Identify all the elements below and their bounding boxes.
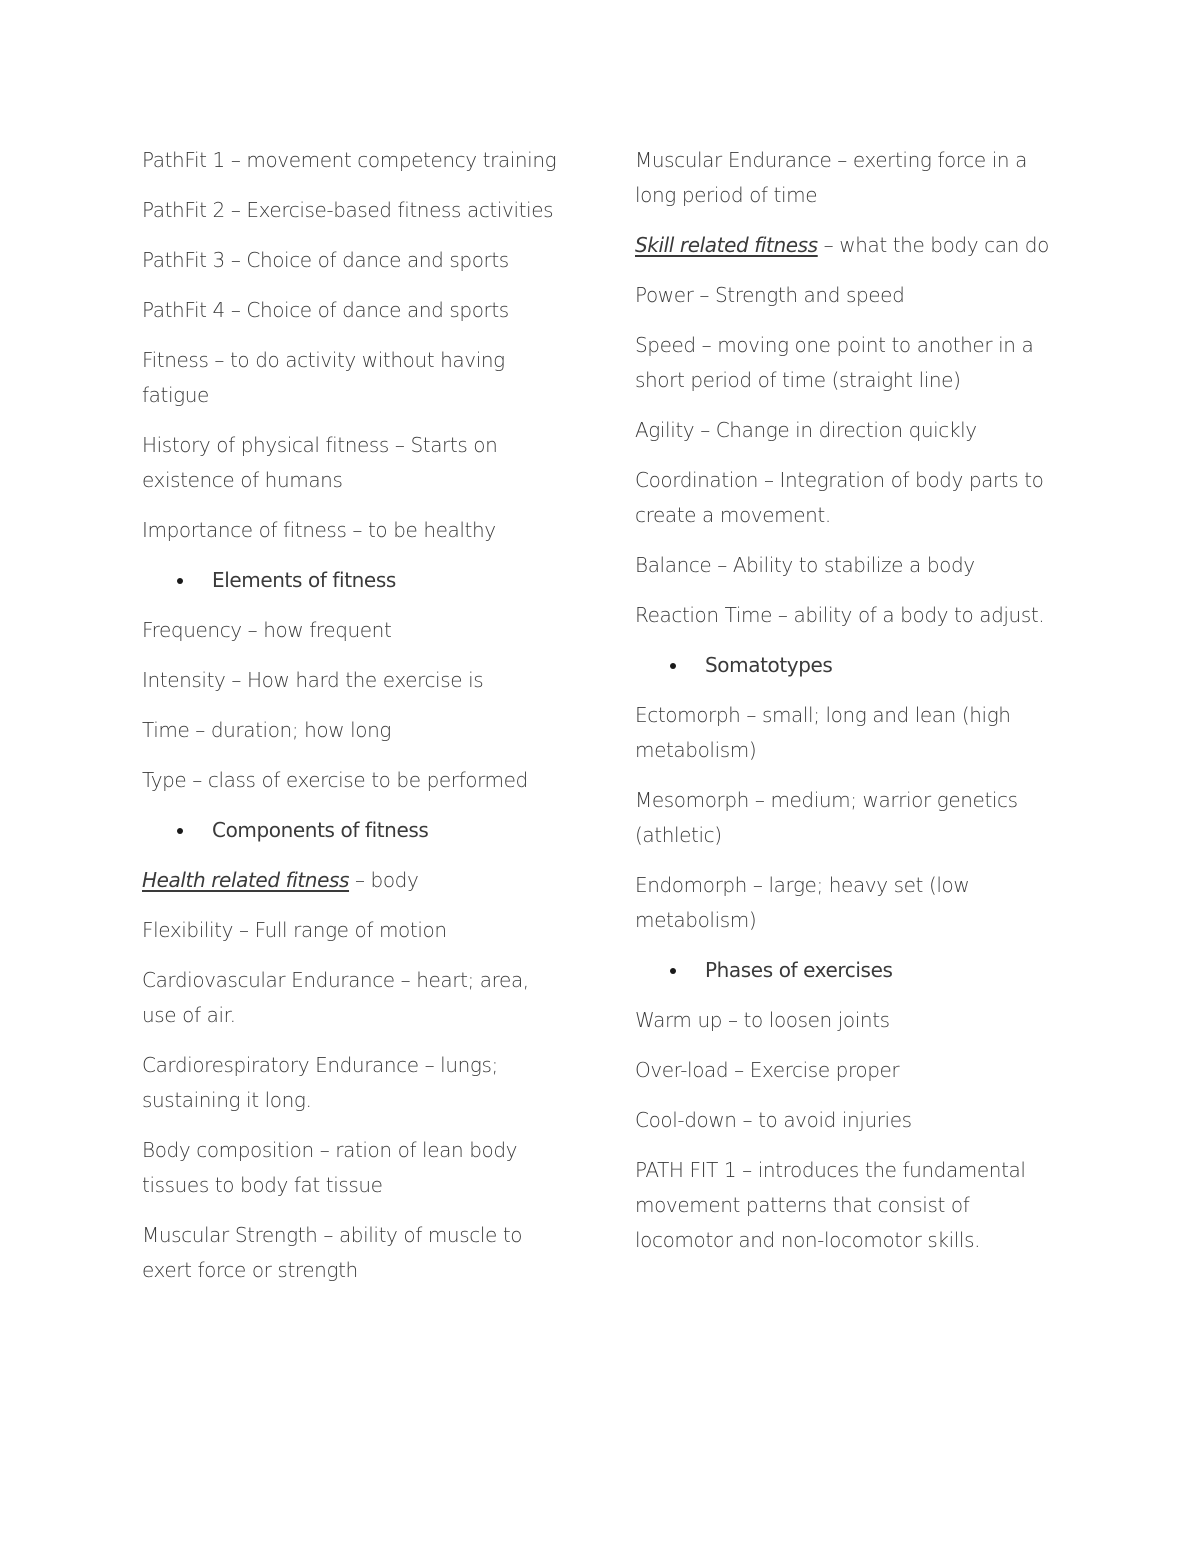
paragraph-pathfit1-summary: PATH FIT 1 – introduces the fundamental movement patterns that consist of locomotor and non-locomotor skills. [635,1158,1026,1252]
paragraph-importance: Importance of fitness – to be healthy [142,518,496,542]
paragraph-flexibility: Flexibility – Full range of motion [142,918,447,942]
bullet-dot-icon [670,663,676,669]
bullet-label: Components of fitness [212,818,429,842]
bullet-components-of-fitness [142,813,567,848]
definition-text: – body [349,868,419,892]
bullet-phases-of-exercises [635,953,1065,988]
paragraph-time: Time – duration; how long [142,718,392,742]
right-column [635,143,1065,1273]
paragraph-reaction-time: Reaction Time – ability of a body to adjust. [635,603,1045,627]
bullet-label: Elements of fitness [212,568,396,592]
paragraph-intensity: Intensity – How hard the exercise is [142,668,484,692]
bullet-dot-icon [177,578,183,584]
bullet-label: Phases of exercises [705,958,893,982]
bullet-dot-icon [670,968,676,974]
paragraph-warm-up: Warm up – to loosen joints [635,1008,890,1032]
definition-text: – what the body can do [817,233,1049,257]
term-health-related-fitness: Health related fitness [142,868,350,892]
paragraph-health-related-fitness [142,863,567,898]
paragraph-skill-related-fitness [635,228,1065,263]
paragraph-cool-down: Cool-down – to avoid injuries [635,1108,912,1132]
paragraph-speed: Speed – moving one point to another in a short period of time (straight line) [635,333,1034,392]
paragraph-fitness: Fitness – to do activity without having fatigue [142,348,505,407]
paragraph-cardiorespiratory: Cardiorespiratory Endurance – lungs; sustaining it long. [142,1053,498,1112]
paragraph-mesomorph: Mesomorph – medium; warrior genetics (athletic) [635,788,1018,847]
paragraph-over-load: Over-load – Exercise proper [635,1058,900,1082]
paragraph-muscular-endurance: Muscular Endurance – exerting force in a long period of time [635,148,1027,207]
paragraph-pathfit2: PathFit 2 – Exercise-based fitness activities [142,198,554,222]
paragraph-frequency: Frequency – how frequent [142,618,392,642]
paragraph-coordination: Coordination – Integration of body parts to create a movement. [635,468,1044,527]
paragraph-balance: Balance – Ability to stabilize a body [635,553,975,577]
paragraph-body-composition: Body composition – ration of lean body tissues to body fat tissue [142,1138,518,1197]
paragraph-agility: Agility – Change in direction quickly [635,418,977,442]
paragraph-history: History of physical fitness – Starts on existence of humans [142,433,498,492]
left-column [142,143,567,1303]
paragraph-muscular-strength: Muscular Strength – ability of muscle to exert force or strength [142,1223,523,1282]
paragraph-pathfit3: PathFit 3 – Choice of dance and sports [142,248,509,272]
paragraph-endomorph: Endomorph – large; heavy set (low metabolism) [635,873,970,932]
paragraph-ectomorph: Ectomorph – small; long and lean (high metabolism) [635,703,1011,762]
paragraph-type: Type – class of exercise to be performed [142,768,528,792]
bullet-label: Somatotypes [705,653,833,677]
paragraph-pathfit1: PathFit 1 – movement competency training [142,148,557,172]
term-skill-related-fitness: Skill related fitness [635,233,818,257]
bullet-somatotypes [635,648,1065,683]
paragraph-power: Power – Strength and speed [635,283,905,307]
paragraph-pathfit4: PathFit 4 – Choice of dance and sports [142,298,509,322]
bullet-dot-icon [177,828,183,834]
paragraph-cardiovascular: Cardiovascular Endurance – heart; area, use of air. [142,968,529,1027]
bullet-elements-of-fitness [142,563,567,598]
